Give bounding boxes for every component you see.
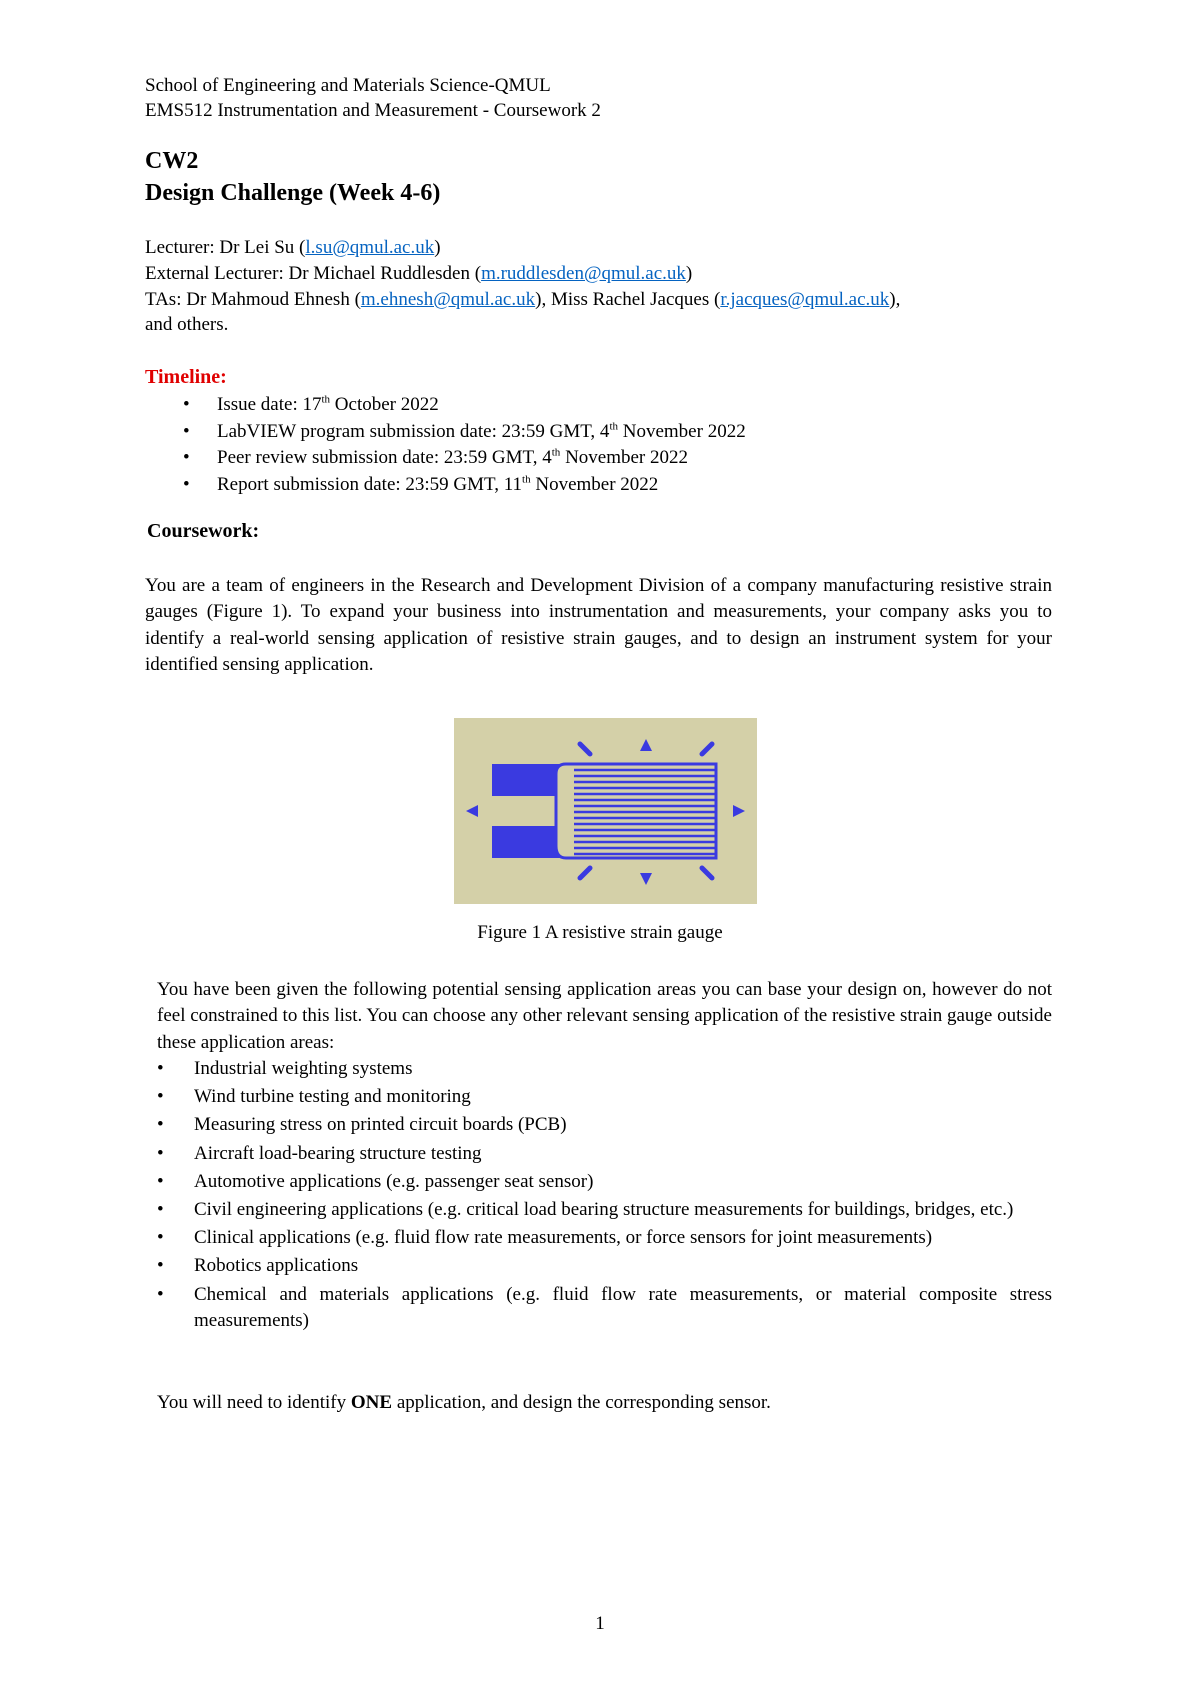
application-item: • Automotive applications (e.g. passenger seat sensor) (157, 1169, 1052, 1195)
timeline-item: • Report submission date: 23:59 GMT, 11th November 2022 (145, 472, 746, 499)
lecturer-label: Lecturer: Dr Lei Su ( (145, 237, 306, 258)
application-item: • Chemical and materials applications (e.g. fluid flow rate measurements, or material composite stress measurements) (157, 1282, 1052, 1334)
application-item: • Aircraft load-bearing structure testing (157, 1141, 1052, 1167)
lecturer-email-link[interactable]: l.su@qmul.ac.uk (305, 237, 435, 258)
application-item: • Civil engineering applications (e.g. critical load bearing structure measurements for buildings, bridges, etc.) (157, 1197, 1052, 1223)
page-title: CW2 (145, 148, 199, 174)
timeline-heading: Timeline: (145, 366, 227, 388)
timeline-list (145, 392, 746, 498)
ta1-email-link[interactable]: m.ehnesh@qmul.ac.uk (360, 289, 536, 310)
closing-sentence (157, 1392, 771, 1414)
application-item: • Clinical applications (e.g. fluid flow rate measurements, or force sensors for joint measurements) (157, 1225, 1052, 1251)
timeline-item: • Issue date: 17th October 2022 (145, 392, 746, 419)
closing-pre: You will need to identify (157, 1392, 351, 1413)
ta2-email-link[interactable]: r.jacques@qmul.ac.uk (720, 289, 890, 310)
closing-emphasis: ONE (350, 1392, 393, 1413)
timeline-item: • LabVIEW program submission date: 23:59 GMT, 4th November 2022 (145, 419, 746, 446)
closing-post: application, and design the corresponding sensor. (392, 1392, 771, 1413)
external-lecturer-email-link[interactable]: m.ruddlesden@qmul.ac.uk (481, 263, 686, 284)
tas-others: and others. (145, 314, 229, 335)
external-lecturer-label: External Lecturer: Dr Michael Ruddlesden ( (145, 263, 482, 284)
coursework-heading: Coursework: (147, 520, 260, 542)
application-item: • Measuring stress on printed circuit boards (PCB) (157, 1112, 1052, 1138)
header-course: EMS512 Instrumentation and Measurement - Coursework 2 (145, 100, 601, 121)
application-item: • Robotics applications (157, 1253, 1052, 1279)
timeline-item: • Peer review submission date: 23:59 GMT, 4th November 2022 (145, 445, 746, 472)
page-subtitle: Design Challenge (Week 4-6) (145, 180, 441, 206)
tas-close: ), (889, 289, 901, 310)
figure-caption: Figure 1 A resistive strain gauge (477, 922, 723, 943)
application-item: • Industrial weighting systems (157, 1056, 1052, 1082)
header-school: School of Engineering and Materials Science-QMUL (145, 75, 551, 96)
tas-middle: ), Miss Rachel Jacques ( (535, 289, 721, 310)
strain-gauge-figure (454, 718, 757, 904)
page-number: 1 (595, 1613, 605, 1634)
application-item: • Wind turbine testing and monitoring (157, 1084, 1052, 1110)
strain-gauge-image (454, 718, 757, 904)
coursework-intro: You are a team of engineers in the Research and Development Division of a company manufacturing resistive strain gauges (Figure 1). To expand your business into instrumentation and measurements, your company asks you to identify a real-world sensing application of resistive strain gauges, and to design an instrument system for your identified sensing application. (145, 575, 1052, 675)
lecturer-close: ) (434, 237, 441, 258)
applications-intro: You have been given the following potential sensing application areas you can base your design on, however do not feel constrained to this list. You can choose any other relevant sensing application of the resistive strain gauge outside these application areas: (157, 979, 1052, 1053)
tas-line (145, 288, 900, 312)
external-close: ) (685, 263, 693, 284)
applications-list (157, 1056, 1052, 1336)
lecturer-line (145, 236, 441, 260)
external-lecturer-line (145, 262, 692, 286)
tas-label: TAs: Dr Mahmoud Ehnesh ( (145, 289, 361, 310)
